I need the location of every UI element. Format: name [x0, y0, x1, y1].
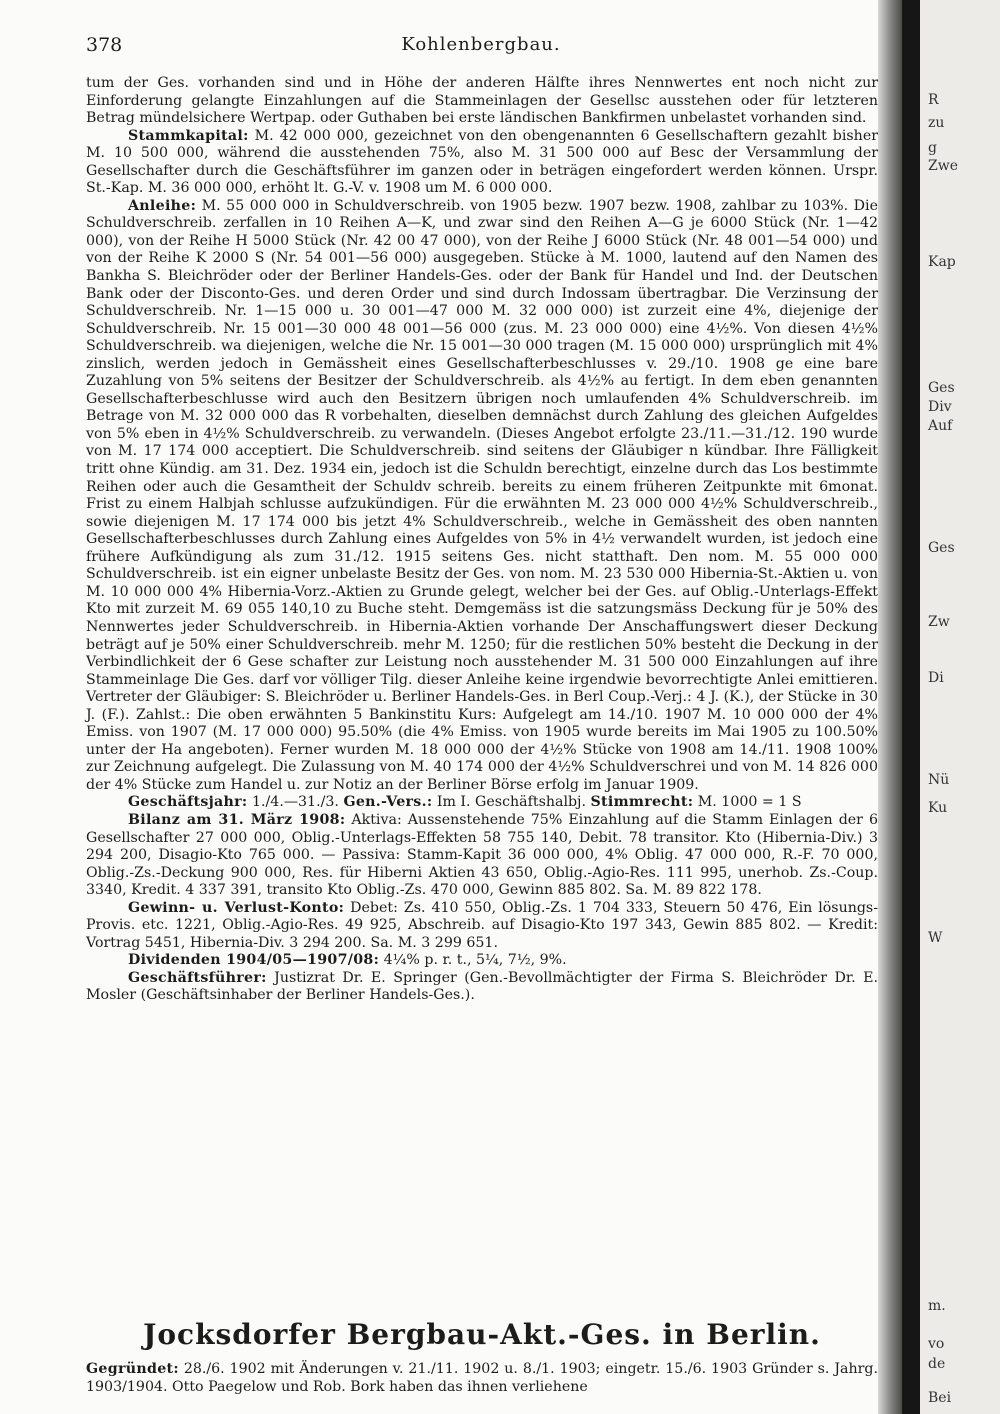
paragraph-text: Aktiva: Aussenstehende 75% Einzahlung auf die Stamm Einlagen der 6 Gesellschafter 27 000 000, Oblig.-Unterlags-Effekten 58 755 140, Debit. 78 transitor. Kto (Hibernia-Div.) 3 294 200, Disagio-Kto 765 000. — Passiva: Stamm-Kapit 36 000 000, 4% Oblig. 47 000 000, R.-F. 70 000, Oblig.-Zs.-Deckung 900 000, Res. für Hiberni Aktien 43 650, Oblig.-Agio-Res. 111 995, unerhob. Zs.-Coup. 3340, Kredit. 4 337 391, transito Kto Oblig.-Zs. 470 000, Gewinn 885 802. Sa. M. 89 822 178.	[86, 811, 878, 899]
section-label: Geschäftsführer:	[128, 969, 267, 986]
neighbor-fragment: de	[928, 1356, 946, 1372]
paragraph-text: M. 42 000 000, gezeichnet von den obengenannten 6 Gesellschaftern gezahlt bisher M. 10 500 000, während die ausstehenden 75%, also M. 31 500 000 auf Besc der Versammlung der Gesellschafter durch die Geschäftsführer im ganzen oder in beträgen eingefordert werden können. Urspr. St.-Kap. M. 36 000 000, erhöht lt. G.-V. v. 1908 um M. 6 000 000.	[86, 127, 878, 197]
neighbor-fragment: W	[928, 930, 943, 946]
neighbor-fragment: zu	[928, 115, 945, 131]
paragraph-anleihe	[86, 198, 878, 795]
neighbor-fragment: Zw	[928, 614, 950, 630]
paragraph-text: M. 1000 = 1 S	[693, 794, 802, 811]
paragraph-gewinn-verlust	[86, 900, 878, 953]
paragraph-text: 1./4.—31./3.	[247, 794, 344, 811]
neighbor-fragment: Zwe	[928, 158, 958, 174]
page-gutter	[902, 0, 920, 1414]
page-header	[86, 34, 876, 58]
section-label: Stammkapital:	[128, 127, 249, 144]
article-body	[86, 75, 878, 1005]
paragraph-geschaeftsfuehrer	[86, 970, 878, 1005]
neighbor-fragment: Kap	[928, 254, 956, 270]
section-label: Stimmrecht:	[590, 794, 694, 811]
section-label: Geschäftsjahr:	[128, 794, 248, 811]
neighbor-fragment: Di	[928, 670, 944, 686]
section-label: Bilanz am 31. März 1908:	[128, 811, 346, 828]
neighbor-fragment: m.	[928, 1298, 946, 1314]
neighbor-fragment: Ges	[928, 540, 955, 556]
paragraph-gegruendet	[86, 1361, 878, 1396]
neighbor-fragment: Auf	[928, 418, 953, 434]
section-label: Gegründet:	[86, 1361, 179, 1377]
paragraph-text: 28./6. 1902 mit Änderungen v. 21./11. 1902 u. 8./1. 1903; eingetr. 15./6. 1903 Gründer s. Jahrg. 1903/1904. Otto Paegelow und Rob. Bork haben das ihnen verliehene	[86, 1361, 878, 1395]
running-title: Kohlenbergbau.	[401, 34, 561, 55]
neighbor-fragment: Nü	[928, 772, 950, 788]
section-label: Anleihe:	[128, 197, 197, 214]
paragraph-text: Im I. Geschäftshalbj.	[432, 794, 591, 811]
section-label: Gewinn- u. Verlust-Konto:	[128, 899, 345, 916]
section-label: Dividenden 1904/05—1907/08:	[128, 952, 380, 969]
paragraph-text: Debet: Zs. 410 550, Oblig.-Zs. 1 704 333, Steuern 50 476, Ein lösungs-Provis. etc. 1221, Oblig.-Agio-Res. 49 925, Abschreib. auf Disagio-Kto 197 343, Gewin 885 802. — Kredit: Vortrag 5451, Hibernia-Div. 3 294 200. Sa. M. 3 299 651.	[86, 899, 878, 951]
adjacent-page-strip	[920, 0, 1000, 1414]
neighbor-fragment: g	[928, 140, 937, 156]
neighbor-fragment: vo	[928, 1336, 945, 1352]
neighbor-fragment: Ges	[928, 380, 955, 396]
paragraph-text: 4¼% p. r. t., 5¼, 7½, 9%.	[379, 952, 567, 969]
paragraph-bilanz	[86, 812, 878, 900]
paragraph-continuation	[86, 75, 878, 128]
paragraph-text: Justizrat Dr. E. Springer (Gen.-Bevollmächtigter der Firma S. Bleichröder Dr. E. Mosler (Geschäftsinhaber der Berliner Handels-Ges.).	[86, 969, 878, 1004]
paragraph-text: tum der Ges. vorhanden sind und in Höhe der anderen Hälfte ihres Nennwertes ent noch nicht zur Einforderung gelangte Einzahlungen auf die Stammeinlagen der Gesellsc ausstehen oder für letzteren Betrag mündelsichere Wertpap. oder Guthaben bei erste ländischen Bankfirmen unbelastet vorhanden sind.	[86, 75, 878, 127]
section-label: Gen.-Vers.:	[343, 794, 433, 811]
page-number: 378	[86, 34, 123, 56]
neighbor-fragment: Div	[928, 399, 952, 415]
paragraph-stammkapital	[86, 128, 878, 198]
neighbor-fragment: R	[928, 92, 939, 108]
neighbor-fragment: Ku	[928, 800, 948, 816]
paragraph-text: M. 55 000 000 in Schuldverschreib. von 1905 bezw. 1907 bezw. 1908, zahlbar zu 103%. Die Schuldverschreib. zerfallen in 10 Reihen A—K, und zwar sind den Reihen A—G je 6000 Stück (Nr. 1—42 000), von der Reihe H 5000 Stück (Nr. 42 00 47 000), von der Reihe J 6000 Stück (Nr. 48 001—54 000) und von der Reihe K 2000 S (Nr. 54 001—56 000) ausgegeben. Stücke à M. 1000, lautend auf den Namen des Bankha S. Bleichröder oder der Berliner Handels-Ges. oder der Bank für Handel und Ind. der Deutschen Bank oder der Disconto-Ges. und deren Order und sind durch Indossam übertragbar. Die Verzinsung der Schuldverschreib. Nr. 1—15 000 u. 30 001—47 000 M. 32 000 000) ist zurzeit eine 4%, diejenige der Schuldverschreib. Nr. 15 001—30 000 48 001—56 000 (zus. M. 23 000 000) eine 4½%. Von diesen 4½% Schuldverschreib. wa diejenigen, welche die Nr. 15 001—30 000 tragen (M. 15 000 000) ursprünglich mit 4% zinslich, werden jedoch in Gemässheit eines Gesellschafterbeschlusses v. 29./10. 1908 ge eine bare Zuzahlung von 5% seitens der Besitzer der Schuldverschreib. als 4½% au fertigt. In dem eben genannten Gesellschafterbeschlusse wird auch den Besitzern übrigen noch umlaufenden 4% Schuldverschreib. im Betrage von M. 32 000 000 das R vorbehalten, dieselben demnächst durch Zahlung des gleichen Aufgeldes von 5% eben in 4½% Schuldverschreib. zu verwandeln. (Dieses Angebot erfolgte 23./11.—31./12. 190 wurde von M. 17 174 000 acceptiert. Die Schuldverschreib. sind seitens der Gläubiger n kündbar. Ihre Fälligkeit tritt ohne Kündig. am 31. Dez. 1934 ein, jedoch ist die Schuldn berechtigt, einzelne durch das Los bestimmte Reihen oder auch die Gesamtheit der Schuldv schreib. bereits zu einem früheren Zeitpunkte mit 6monat. Frist zu einem Halbjah schlusse aufzukündigen. Für die erwähnten M. 23 000 000 4½% Schuldverschreib., sowie diejenigen M. 17 174 000 bis jetzt 4% Schuldverschreib., welche in Gemässheit des oben nannten Gesellschafterbeschlusses durch Zahlung eines Aufgeldes von 5% in 4½ verwandelt wurden, ist jedoch eine frühere Aufkündigung als zum 31./12. 1915 seitens Ges. nicht statthaft. Den nom. M. 55 000 000 Schuldverschreib. ist ein eigner unbelaste Besitz der Ges. von nom. M. 23 530 000 Hibernia-St.-Aktien u. von M. 10 000 000 4% Hibernia-Vorz.-Aktien zu Grunde gelegt, welcher bei der Ges. auf Oblig.-Unterlags-Effekt Kto mit zurzeit M. 69 055 140,10 zu Buche steht. Demgemäss ist die satzungsmäss Deckung für je 50% des Nennwertes jeder Schuldverschreib. in Hibernia-Aktien vorhande Der Anschaffungswert dieser Deckung beträgt auf je 50% einer Schuldverschreib. mehr M. 1250; für die restlichen 50% besteht die Deckung in der Verbindlichkeit der 6 Gese schafter zur Leistung noch ausstehender M. 31 500 000 Einzahlungen auf ihre Stammeinlage Die Ges. darf vor völliger Tilg. dieser Anleihe keine irgendwie bevorrechtigte Anlei emittieren. Vertreter der Gläubiger: S. Bleichröder u. Berliner Handels-Ges. in Berl Coup.-Verj.: 4 J. (K.), der Stücke in 30 J. (F.). Zahlst.: Die oben erwähnten 5 Bankinstitu Kurs: Aufgelegt am 14./10. 1907 M. 10 000 000 der 4% Emiss. von 1907 (M. 17 000 000) 95.50% (die 4% Emiss. von 1905 wurde bereits im Mai 1905 zu 100.50% unter der Ha angeboten). Ferner wurden M. 18 000 000 der 4½% Stücke von 1908 am 14./11. 1908 100% zur Zeichnung aufgelegt. Die Zulassung von M. 40 174 000 der 4½% Schuldverschrei und von M. 14 826 000 der 4% Stücke zum Handel u. zur Notiz an der Berliner Börse erfolg im Januar 1909.	[86, 197, 878, 793]
paragraph-geschaeftsjahr	[86, 794, 878, 812]
company-title: Jocksdorfer Bergbau-Akt.-Ges. in Berlin.	[143, 1318, 821, 1351]
neighbor-fragment: Bei	[928, 1390, 952, 1406]
paragraph-dividenden	[86, 952, 878, 970]
